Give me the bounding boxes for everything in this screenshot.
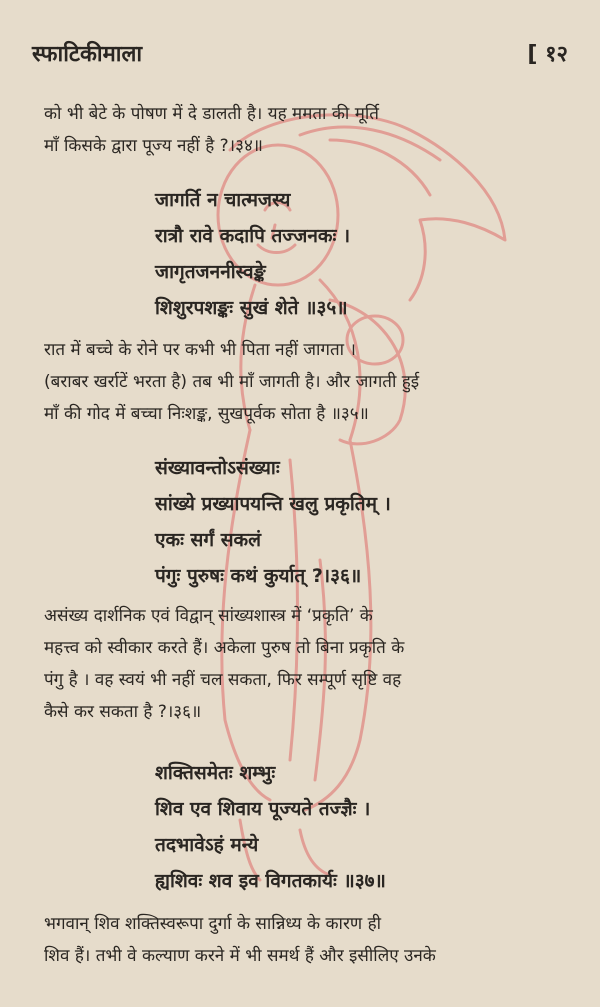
- translation-paragraph-35: [44, 334, 572, 430]
- verse-37: [155, 755, 575, 899]
- verse-line: संख्यावन्तोऽसंख्याः: [155, 457, 280, 479]
- verse-line: तदभावेऽहं मन्ये: [155, 834, 259, 856]
- verse-36: [155, 450, 575, 594]
- verse-line: शक्तिसमेतः शम्भुः: [155, 762, 276, 784]
- text-line: असंख्य दार्शनिक एवं विद्वान् सांख्यशास्त्र में ‘प्रकृति’ के: [44, 606, 373, 626]
- verse-line: पंगुः पुरुषः कथं कुर्यात् ?।३६॥: [155, 565, 362, 587]
- page-header: [32, 38, 572, 72]
- text-line: माँ किसके द्वारा पूज्य नहीं है ?।३४॥: [44, 136, 263, 156]
- text-line: (बराबर खर्राटें भरता है) तब भी माँ जागती है। और जागती हुई: [44, 372, 420, 392]
- page-number: [ १२: [527, 42, 568, 67]
- text-line: कैसे कर सकता है ?।३६॥: [44, 702, 202, 722]
- text-line: भगवान् शिव शक्तिस्वरूपा दुर्गा के सान्निध्य के कारण ही: [44, 914, 382, 934]
- book-title: स्फाटिकीमाला: [32, 42, 143, 67]
- verse-line: शिव एव शिवाय पूज्यते तज्ज्ञैः ।: [155, 798, 371, 820]
- text-line: शिव हैं। तभी वे कल्याण करने में भी समर्थ हैं और इसीलिए उनके: [44, 946, 436, 966]
- paragraph-continuation: [44, 98, 572, 162]
- verse-line: एकः सर्गं सकलं: [155, 529, 262, 551]
- translation-paragraph-36: [44, 600, 572, 728]
- text-line: रात में बच्चे के रोने पर कभी भी पिता नहीं जागता ।: [44, 340, 356, 360]
- verse-line: सांख्ये प्रख्यापयन्ति खलु प्रकृतिम् ।: [155, 493, 391, 515]
- verse-line: जागृतजननीस्वङ्के: [155, 261, 266, 283]
- verse-34: [155, 182, 575, 326]
- text-line: महत्त्व को स्वीकार करते हैं। अकेला पुरुष तो बिना प्रकृति के: [44, 638, 405, 658]
- text-line: को भी बेटे के पोषण में दे डालती है। यह ममता की मूर्ति: [44, 104, 379, 124]
- verse-line: जागर्ति न चात्मजस्य: [155, 189, 291, 211]
- text-line: पंगु है । वह स्वयं भी नहीं चल सकता, फिर सम्पूर्ण सृष्टि वह: [44, 670, 402, 690]
- verse-line: रात्रौ रावे कदापि तज्जनकः ।: [155, 225, 351, 247]
- verse-line: ह्यशिवः शव इव विगतकार्यः ॥३७॥: [155, 870, 386, 892]
- verse-line: शिशुरपशङ्कः सुखं शेते ॥३५॥: [155, 297, 348, 319]
- translation-paragraph-37: [44, 908, 572, 972]
- text-line: माँ की गोद में बच्चा निःशङ्क, सुखपूर्वक सोता है ॥३५॥: [44, 404, 369, 424]
